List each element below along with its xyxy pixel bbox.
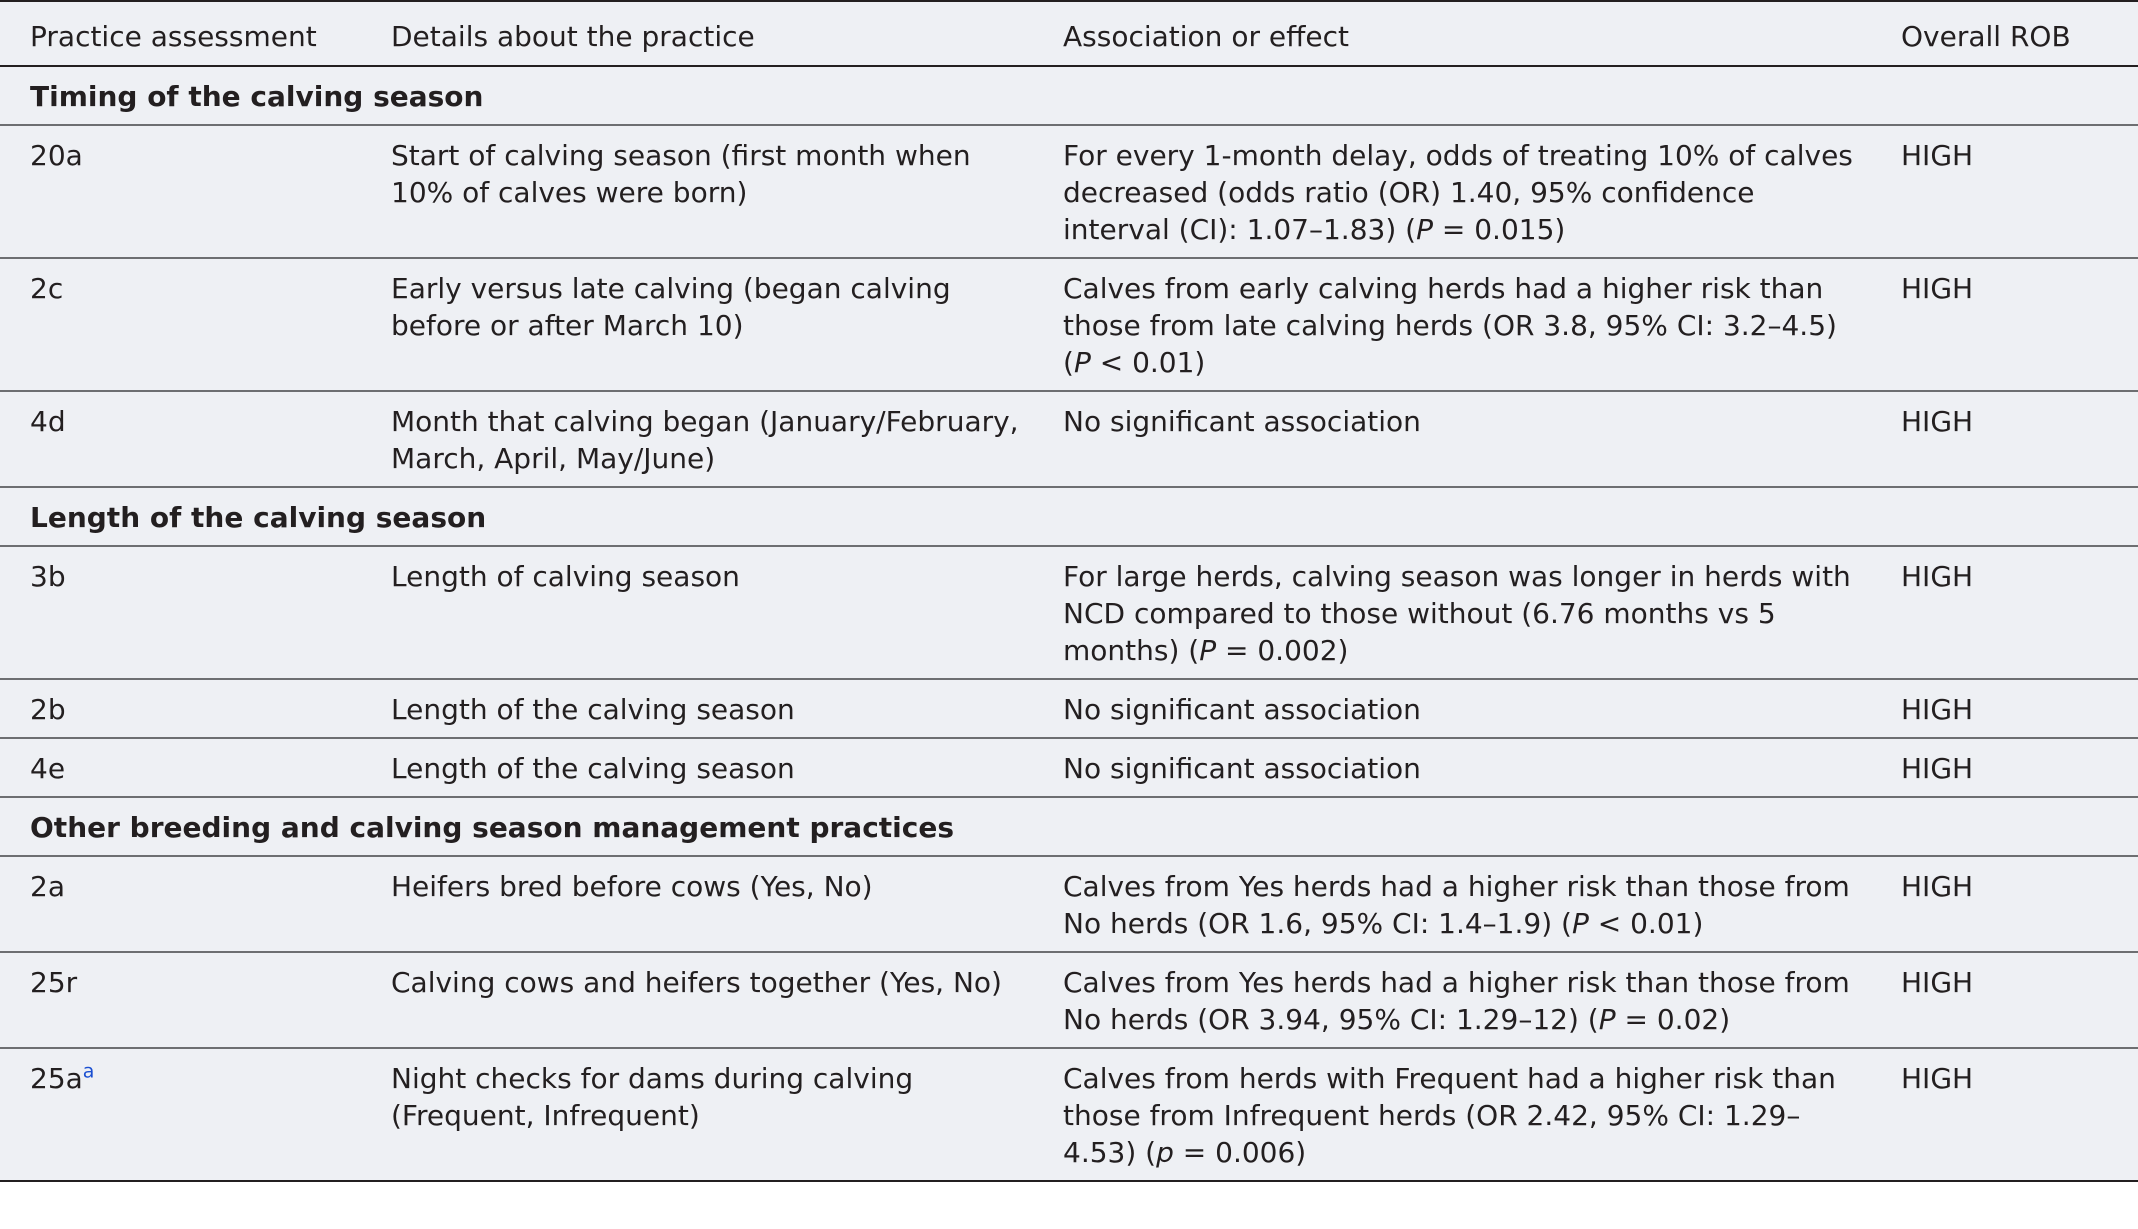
p-label: P — [1598, 1003, 1616, 1036]
overall-rob: HIGH — [1901, 272, 1974, 305]
practice-id: 2a — [30, 870, 65, 903]
header-overall-rob: Overall ROB — [1901, 20, 2071, 53]
effect-text: Calves from herds with Frequent had a higher risk than those from Infrequent herds (OR 2.42, 95% CI: 1.29–4.53) ( — [1063, 1062, 1836, 1169]
association-effect — [1063, 738, 1901, 797]
effect-text: Calves from early calving herds had a higher risk than those from late calving herds (OR 3.8, 95% CI: 3.2–4.5) ( — [1063, 272, 1837, 379]
p-value: = 0.015) — [1432, 213, 1566, 246]
table-row — [0, 856, 2138, 952]
section-title: Length of the calving season — [30, 501, 487, 534]
p-label: P — [1073, 346, 1091, 379]
practice-details: Early versus late calving (began calving before or after March 10) — [391, 272, 951, 342]
association-effect — [1063, 856, 1901, 952]
effect-text: No significant association — [1063, 752, 1421, 785]
overall-rob: HIGH — [1901, 752, 1974, 785]
table-header-row — [0, 1, 2138, 66]
practice-id: 2b — [30, 693, 66, 726]
effect-text: For every 1-month delay, odds of treating 10% of calves decreased (odds ratio (OR) 1.40, 95% confidence interval (CI): 1.07–1.83) ( — [1063, 139, 1853, 246]
header-practice-assessment: Practice assessment — [30, 20, 317, 53]
overall-rob: HIGH — [1901, 966, 1974, 999]
effect-text: Calves from Yes herds had a higher risk than those from No herds (OR 1.6, 95% CI: 1.4–1.9) ( — [1063, 870, 1850, 940]
overall-rob: HIGH — [1901, 693, 1974, 726]
table-row — [0, 952, 2138, 1048]
practice-id: 20a — [30, 139, 83, 172]
table-row — [0, 258, 2138, 391]
practice-details: Calving cows and heifers together (Yes, No) — [391, 966, 1002, 999]
overall-rob: HIGH — [1901, 139, 1974, 172]
practice-id: 4e — [30, 752, 66, 785]
table-row — [0, 1048, 2138, 1181]
effect-text: No significant association — [1063, 405, 1421, 438]
practice-id — [0, 1048, 391, 1181]
section-row — [0, 66, 2138, 125]
table-row — [0, 738, 2138, 797]
effect-text: For large herds, calving season was longer in herds with NCD compared to those without (6.76 months vs 5 months) ( — [1063, 560, 1851, 667]
overall-rob: HIGH — [1901, 560, 1974, 593]
overall-rob: HIGH — [1901, 870, 1974, 903]
p-value: < 0.01) — [1090, 346, 1206, 379]
practice-id: 3b — [30, 560, 66, 593]
footnote-link[interactable]: a — [82, 1060, 95, 1083]
p-label: P — [1571, 907, 1589, 940]
practice-details: Length of calving season — [391, 560, 740, 593]
practice-details: Month that calving began (January/February, March, April, May/June) — [391, 405, 1019, 475]
p-label: P — [1416, 213, 1433, 246]
p-value: = 0.002) — [1216, 634, 1349, 667]
p-value: < 0.01) — [1588, 907, 1704, 940]
header-details: Details about the practice — [391, 20, 755, 53]
association-effect — [1063, 1048, 1901, 1181]
practice-details: Length of the calving season — [391, 752, 795, 785]
table-row — [0, 679, 2138, 738]
practice-details: Heifers bred before cows (Yes, No) — [391, 870, 873, 903]
section-row — [0, 487, 2138, 546]
header-association: Association or effect — [1063, 20, 1349, 53]
section-title: Timing of the calving season — [30, 80, 484, 113]
section-row — [0, 797, 2138, 856]
association-effect — [1063, 546, 1901, 679]
p-value: = 0.02) — [1615, 1003, 1731, 1036]
practice-details: Start of calving season (first month when 10% of calves were born) — [391, 139, 971, 209]
table-row — [0, 391, 2138, 487]
table-row — [0, 125, 2138, 258]
section-title: Other breeding and calving season management practices — [30, 811, 955, 844]
overall-rob: HIGH — [1901, 405, 1974, 438]
association-effect — [1063, 125, 1901, 258]
practice-details: Night checks for dams during calving (Frequent, Infrequent) — [391, 1062, 914, 1132]
table-row — [0, 546, 2138, 679]
practice-details: Length of the calving season — [391, 693, 795, 726]
association-effect — [1063, 952, 1901, 1048]
p-label: P — [1199, 634, 1217, 667]
effect-text: Calves from Yes herds had a higher risk than those from No herds (OR 3.94, 95% CI: 1.29–12) ( — [1063, 966, 1850, 1036]
practice-id: 25r — [30, 966, 78, 999]
association-effect — [1063, 258, 1901, 391]
effect-text: No significant association — [1063, 693, 1421, 726]
practice-id-text: 25a — [30, 1062, 83, 1095]
overall-rob: HIGH — [1901, 1062, 1974, 1095]
p-value: = 0.006) — [1173, 1136, 1307, 1169]
p-label: p — [1156, 1136, 1174, 1169]
table-body — [0, 66, 2138, 1181]
practice-id: 2c — [30, 272, 64, 305]
practice-id: 4d — [30, 405, 66, 438]
association-effect — [1063, 391, 1901, 487]
association-effect — [1063, 679, 1901, 738]
